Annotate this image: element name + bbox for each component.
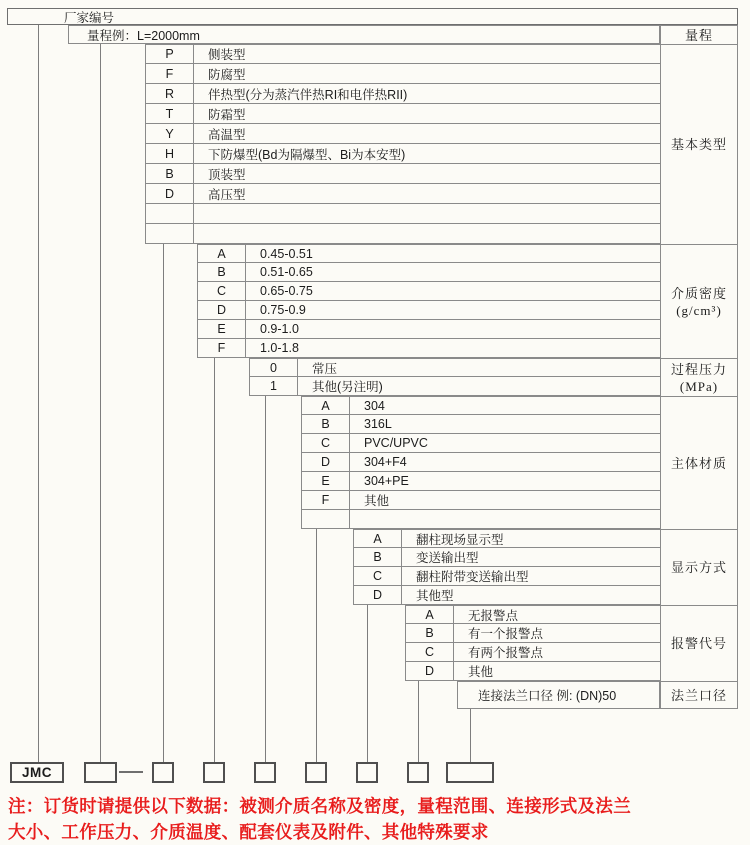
- table-row: [353, 529, 660, 548]
- order-note-line2: 大小、工作压力、介质温度、配套仪表及附件、其他特殊要求: [8, 821, 489, 842]
- dash-separator: [119, 771, 143, 773]
- table-row: [197, 301, 660, 320]
- section-label-line: 过程压力: [670, 361, 727, 377]
- flange-size-box: [457, 681, 660, 709]
- code-cell: C: [302, 434, 350, 452]
- table-row: [145, 64, 660, 84]
- description-cell: [194, 204, 660, 223]
- table-row: [301, 415, 660, 434]
- code-cell: E: [302, 472, 350, 490]
- code-box-alarm: [407, 762, 429, 783]
- connector-line-pressure: [265, 396, 266, 762]
- factory-code-label: 厂家编号: [64, 10, 115, 25]
- code-cell: 0: [250, 359, 298, 376]
- table-row: [301, 396, 660, 415]
- description-cell: 其他(另注明): [312, 380, 383, 394]
- code-cell: [146, 224, 194, 243]
- display-mode-table: [353, 529, 660, 605]
- code-cell: A: [302, 397, 350, 414]
- label-flange-size: [661, 681, 737, 709]
- description-cell: 0.51-0.65: [260, 265, 313, 279]
- table-row: [145, 204, 660, 224]
- section-label-line: 量程: [684, 27, 713, 43]
- code-cell: H: [146, 144, 194, 163]
- description-cell: 常压: [312, 361, 338, 376]
- table-row: [197, 263, 660, 282]
- section-label-line: (MPa): [679, 378, 719, 394]
- code-cell: C: [406, 643, 454, 661]
- description-cell: 无报警点: [468, 608, 519, 623]
- description-cell: 变送输出型: [416, 551, 479, 565]
- description-cell: [194, 224, 660, 243]
- description-cell: 其他: [364, 494, 390, 508]
- code-cell: [146, 204, 194, 223]
- table-row: [197, 282, 660, 301]
- code-cell: A: [406, 606, 454, 623]
- section-label-line: 报警代号: [670, 636, 727, 651]
- table-row: [197, 339, 660, 358]
- flange-size-text: 连接法兰口径 例: (DN)50: [478, 689, 617, 703]
- code-cell: A: [198, 245, 246, 262]
- table-row: [249, 358, 660, 377]
- code-box-display: [356, 762, 378, 783]
- table-row: [145, 44, 660, 64]
- section-label-line: 显示方式: [670, 560, 727, 575]
- description-cell: 有两个报警点: [468, 646, 544, 660]
- table-row: [145, 164, 660, 184]
- description-cell: 下防爆型(Bd为隔爆型、Bi为本安型): [208, 147, 406, 162]
- code-cell: 1: [250, 377, 298, 395]
- code-box-basic: [152, 762, 174, 783]
- code-cell: B: [302, 415, 350, 433]
- table-row: [405, 605, 660, 624]
- code-cell: D: [302, 453, 350, 471]
- description-cell: 0.65-0.75: [260, 284, 313, 298]
- connector-line-factory: [38, 25, 39, 762]
- model-prefix-text: JMC: [21, 765, 52, 780]
- section-label-line: 法兰口径: [670, 687, 727, 703]
- code-cell: [302, 510, 350, 528]
- description-cell: 304: [364, 398, 385, 413]
- range-example-text: 量程例：L=2000mm: [87, 28, 200, 43]
- table-row: [197, 320, 660, 339]
- code-cell: T: [146, 104, 194, 123]
- code-cell: A: [354, 530, 402, 547]
- description-cell: 304+F4: [364, 455, 407, 469]
- code-cell: B: [406, 624, 454, 642]
- connector-line-alarm: [418, 681, 419, 762]
- description-cell: 防腐型: [208, 67, 246, 82]
- code-cell: D: [406, 662, 454, 680]
- description-cell: 其他: [468, 665, 494, 679]
- table-row: [145, 184, 660, 204]
- description-cell: 防霜型: [208, 107, 246, 122]
- description-cell: 有一个报警点: [468, 627, 544, 641]
- table-row: [145, 104, 660, 124]
- code-cell: E: [198, 320, 246, 338]
- table-row: [353, 548, 660, 567]
- model-prefix-box: [10, 762, 64, 783]
- description-cell: 316L: [364, 417, 392, 431]
- description-cell: 高压型: [208, 187, 246, 202]
- code-cell: B: [146, 164, 194, 183]
- section-label-line: 介质密度: [670, 285, 727, 301]
- code-box-range: [84, 762, 117, 783]
- table-row: [301, 453, 660, 472]
- section-label-column: [660, 25, 738, 709]
- description-cell: 翻柱附带变送输出型: [416, 570, 529, 584]
- label-range: [661, 25, 737, 44]
- description-cell: 伴热型(分为蒸汽伴热RI和电伴热RII): [208, 87, 408, 102]
- code-cell: B: [354, 548, 402, 566]
- code-cell: F: [146, 64, 194, 83]
- table-row: [405, 662, 660, 681]
- description-cell: 304+PE: [364, 474, 409, 488]
- description-cell: 顶装型: [208, 167, 246, 182]
- description-cell: 0.75-0.9: [260, 303, 306, 317]
- order-note-line1: 注：订货时请提供以下数据：被测介质名称及密度，量程范围、连接形式及法兰: [8, 796, 631, 816]
- code-cell: D: [146, 184, 194, 203]
- description-cell: 翻柱现场显示型: [416, 532, 504, 547]
- description-cell: 0.9-1.0: [260, 322, 299, 336]
- label-basic-type: [661, 44, 737, 244]
- description-cell: [350, 510, 660, 528]
- label-medium-density: [661, 244, 737, 358]
- code-cell: F: [302, 491, 350, 509]
- table-row: [249, 377, 660, 396]
- connector-line-density: [214, 358, 215, 762]
- table-row: [145, 224, 660, 244]
- table-row: [301, 472, 660, 491]
- section-label-line: (g/cm³): [676, 302, 722, 318]
- code-cell: P: [146, 45, 194, 63]
- code-cell: B: [198, 263, 246, 281]
- table-row: [145, 84, 660, 104]
- connector-line-display: [367, 605, 368, 762]
- connector-line-material: [316, 529, 317, 762]
- process-pressure-table: [249, 358, 660, 396]
- description-cell: 0.45-0.51: [260, 246, 313, 261]
- code-cell: C: [198, 282, 246, 300]
- description-cell: 侧装型: [208, 48, 246, 62]
- table-row: [145, 144, 660, 164]
- body-material-table: [301, 396, 660, 529]
- table-row: [301, 434, 660, 453]
- code-box-pressure: [254, 762, 276, 783]
- order-note: [8, 794, 746, 845]
- code-box-material: [305, 762, 327, 783]
- code-cell: C: [354, 567, 402, 585]
- range-example-box: [68, 25, 660, 44]
- code-cell: D: [198, 301, 246, 319]
- label-display-mode: [661, 529, 737, 605]
- section-label-line: 主体材质: [670, 455, 727, 471]
- description-cell: PVC/UPVC: [364, 436, 428, 450]
- label-body-material: [661, 396, 737, 529]
- basic-type-table: [145, 44, 660, 244]
- table-row: [353, 567, 660, 586]
- code-box-flange: [446, 762, 494, 783]
- connector-line-range: [100, 44, 101, 762]
- table-row: [405, 643, 660, 662]
- alarm-code-table: [405, 605, 660, 681]
- code-cell: Y: [146, 124, 194, 143]
- label-process-pressure: [661, 358, 737, 396]
- description-cell: 1.0-1.8: [260, 341, 299, 355]
- description-cell: 高温型: [208, 127, 246, 142]
- table-row: [353, 586, 660, 605]
- code-cell: F: [198, 339, 246, 357]
- connector-line-flange: [470, 709, 471, 762]
- table-row: [301, 510, 660, 529]
- table-row: [405, 624, 660, 643]
- description-cell: 其他型: [416, 589, 454, 603]
- connector-line-basic: [163, 244, 164, 762]
- table-row: [197, 244, 660, 263]
- section-label-line: 基本类型: [670, 137, 727, 152]
- code-cell: R: [146, 84, 194, 103]
- table-row: [145, 124, 660, 144]
- medium-density-table: [197, 244, 660, 358]
- label-alarm-code: [661, 605, 737, 681]
- table-row: [301, 491, 660, 510]
- factory-code-box: [7, 8, 738, 25]
- code-box-density: [203, 762, 225, 783]
- code-cell: D: [354, 586, 402, 604]
